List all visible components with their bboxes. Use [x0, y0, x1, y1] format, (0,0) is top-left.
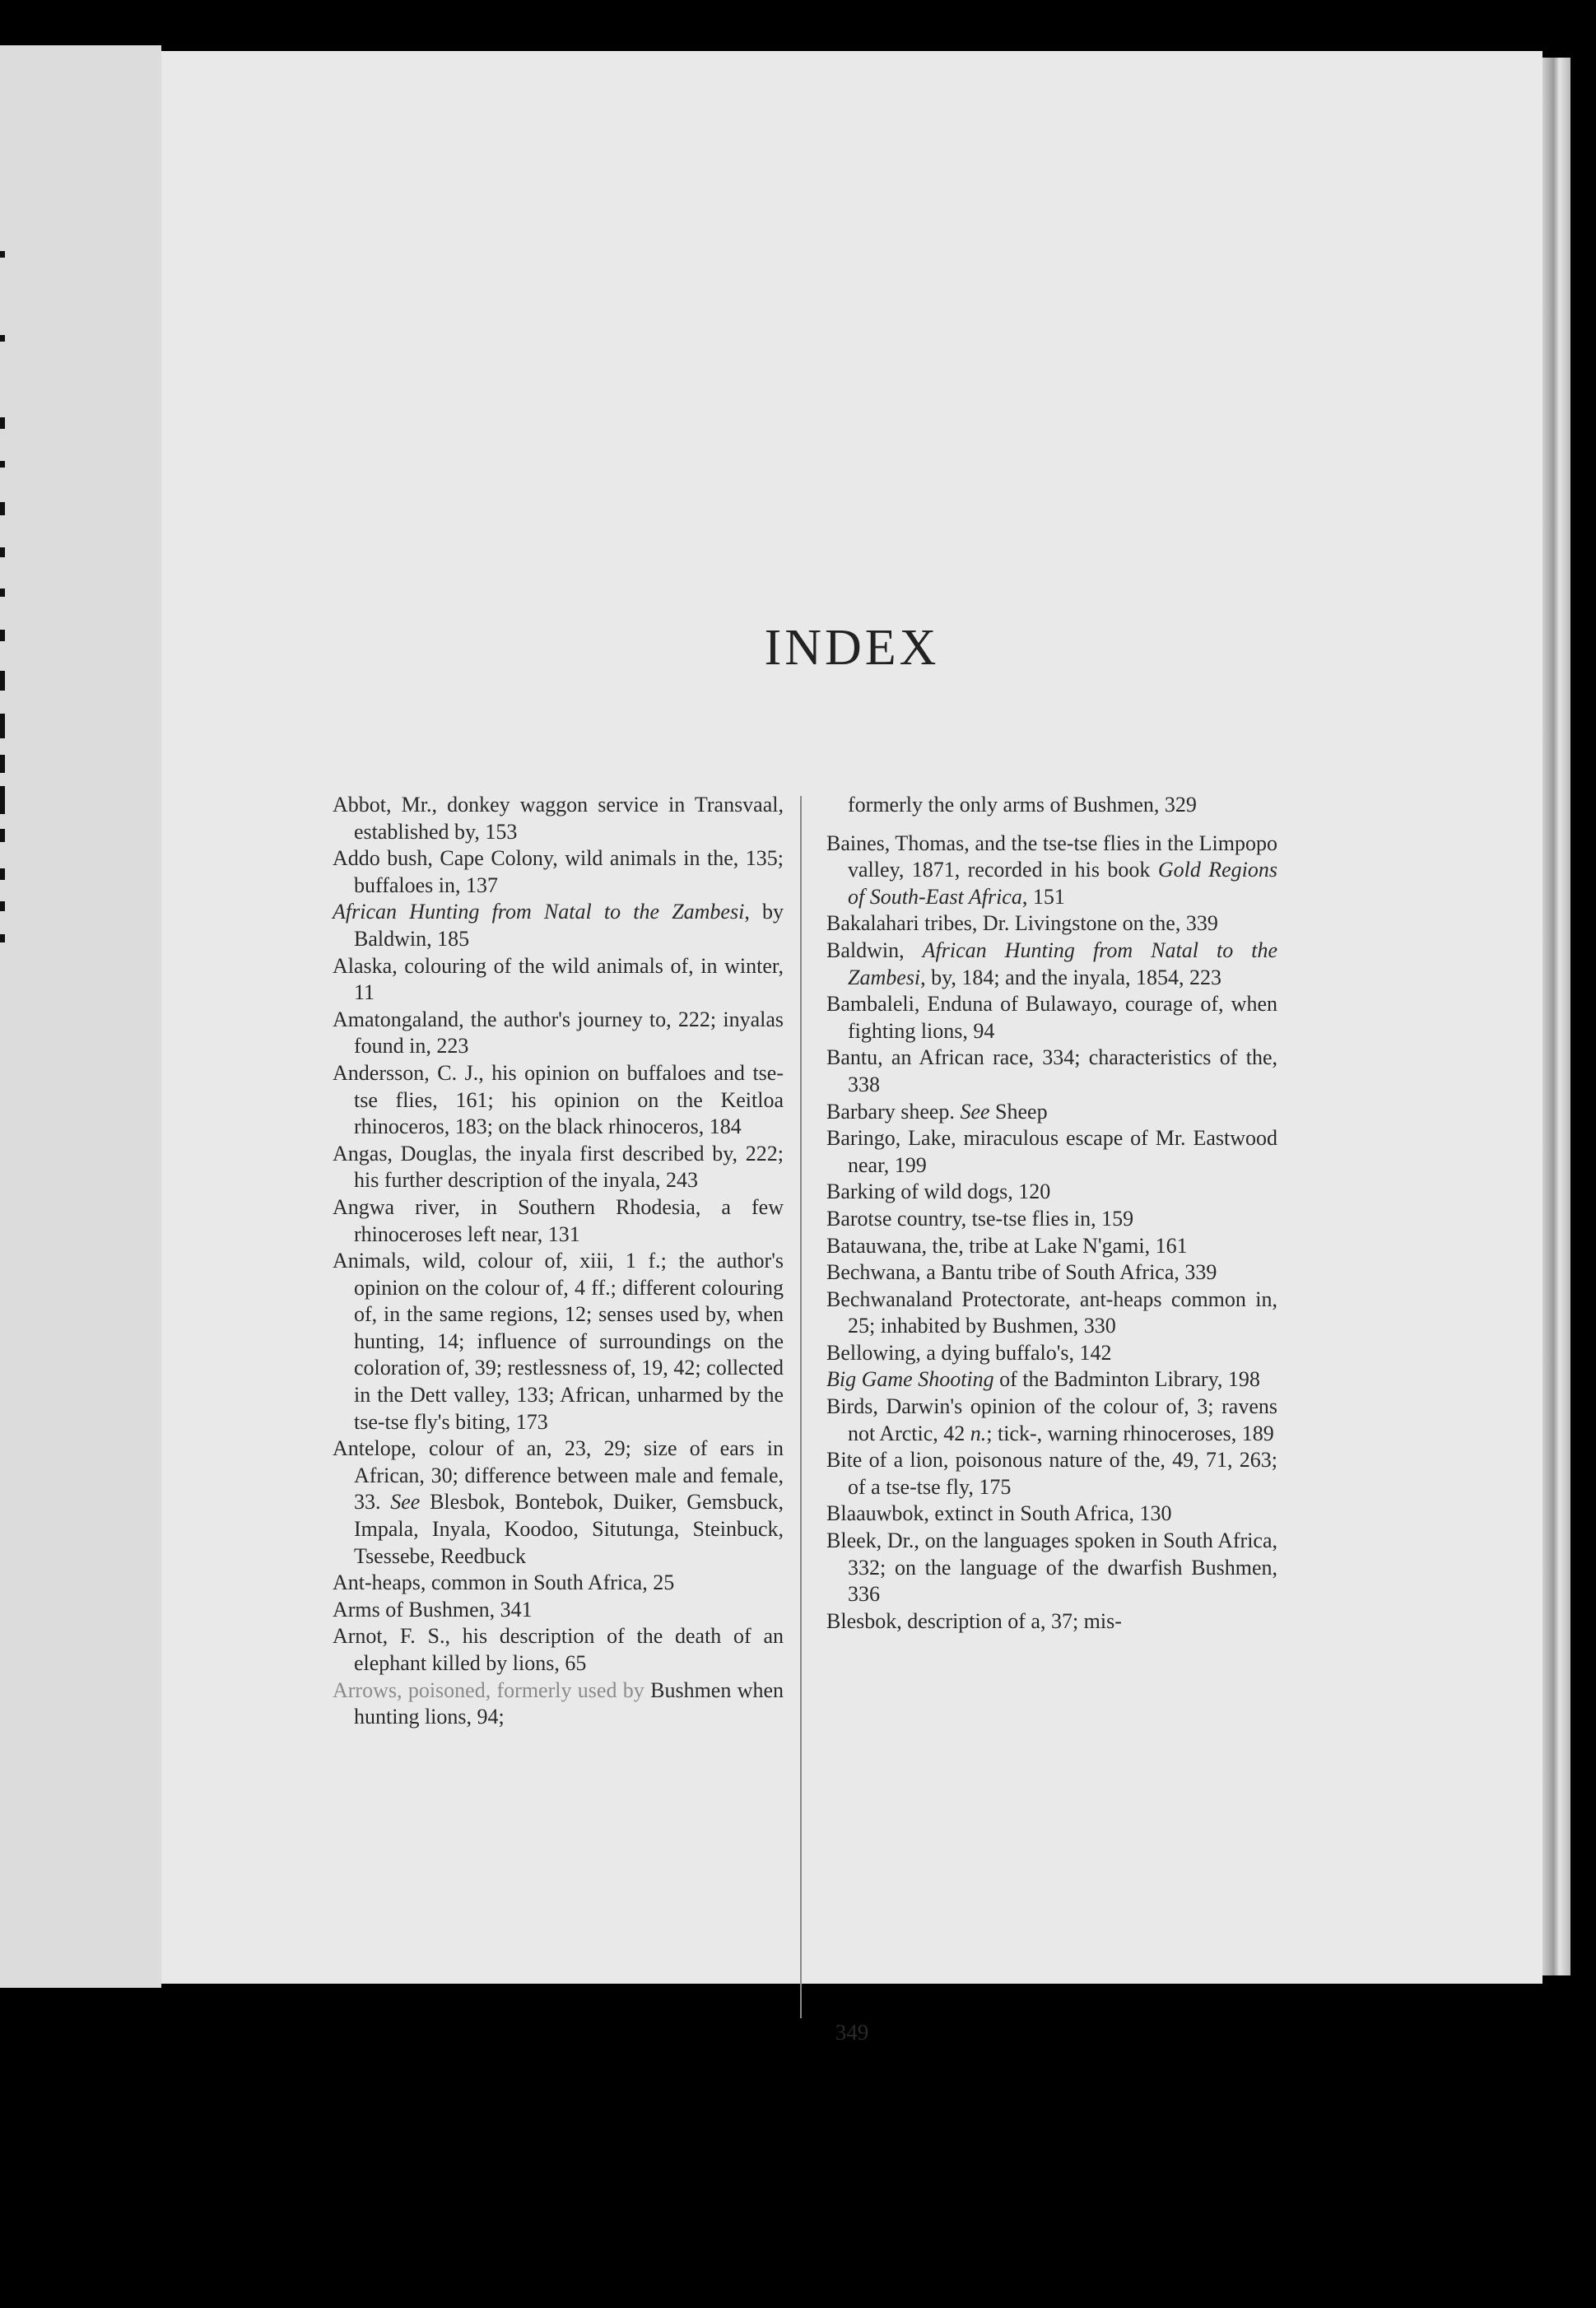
index-entry: Bite of a lion, poisonous nature of the, 49, 71, 263; of a tse-tse fly, 175	[826, 1448, 1277, 1499]
facing-page-mark	[0, 786, 5, 814]
index-entry: Alaska, colouring of the wild animals of, in winter, 11	[333, 953, 784, 1005]
index-entry: Antelope, colour of an, 23, 29; size of ears in African, 30; difference between male and female, 33. See Blesbok, Bontebok, Duiker, Gemsbuck, Impala, Inyala, Koodoo, Situtunga, Steinbuck, Tsessebe, Reedbuck	[333, 1436, 784, 1568]
facing-page-mark	[0, 901, 5, 911]
facing-page-mark	[0, 547, 5, 557]
index-entry: Blesbok, description of a, 37; mis-	[826, 1608, 1122, 1633]
facing-page-mark	[0, 829, 5, 842]
index-entry: Arnot, F. S., his description of the death of an elephant killed by lions, 65	[333, 1624, 784, 1675]
index-entry: Angas, Douglas, the inyala first described by, 222; his further description of the inyala, 243	[333, 1141, 784, 1193]
index-entry: Andersson, C. J., his opinion on buffaloes and tse-tse flies, 161; his opinion on the Keitloa rhinoceros, 183; on the black rhinoceros, 184	[333, 1060, 784, 1139]
facing-page-mark	[0, 251, 5, 258]
index-entry: Arms of Bushmen, 341	[333, 1597, 533, 1622]
index-entry: Bakalahari tribes, Dr. Livingstone on the, 339	[826, 911, 1218, 936]
index-entry: Bleek, Dr., on the languages spoken in South Africa, 332; on the language of the dwarfish Bushmen, 336	[826, 1529, 1277, 1607]
index-entry: Animals, wild, colour of, xiii, 1 f.; the author's opinion on the colour of, 4 ff.; different colouring of, in the same regions, 12; senses used by, when hunting, 14; influence of surroundings on the coloration of, 39; restlessness of, 19, 42; collected in the Dett valley, 133; African, unharmed by the tse-tse fly's biting, 173	[333, 1249, 784, 1434]
index-entry: Ant-heaps, common in South Africa, 25	[333, 1570, 675, 1595]
facing-page-mark	[0, 502, 5, 515]
index-entry: Blaauwbok, extinct in South Africa, 130	[826, 1501, 1172, 1526]
index-entry: Bambaleli, Enduna of Bulawayo, courage of, when fighting lions, 94	[826, 992, 1277, 1043]
facing-page-mark	[0, 714, 5, 738]
facing-page-mark	[0, 417, 5, 429]
index-entry: Baldwin, African Hunting from Natal to the Zambesi, by, 184; and the inyala, 1854, 223	[826, 938, 1278, 989]
index-entry: Barotse country, tse-tse flies in, 159	[826, 1206, 1134, 1231]
facing-page-mark	[0, 868, 5, 880]
index-entry: Baines, Thomas, and the tse-tse flies in the Limpopo valley, 1871, recorded in his book Gold Regions of South-East Africa, 151	[826, 831, 1278, 909]
index-entry: Big Game Shooting of the Badminton Library, 198	[826, 1367, 1260, 1392]
book-page	[161, 51, 1542, 2045]
facing-page-mark	[0, 630, 5, 641]
index-entry: Barbary sheep. See Sheep	[826, 1099, 1048, 1124]
index-entry: Angwa river, in Southern Rhodesia, a few rhinoceroses left near, 131	[333, 1194, 784, 1246]
page-number: 349	[835, 2020, 869, 2045]
index-column-left	[333, 792, 784, 1731]
facing-page-mark	[0, 461, 5, 468]
index-entry: Addo bush, Cape Colony, wild animals in the, 135; buffaloes in, 137	[333, 846, 784, 897]
facing-page-edge	[0, 45, 161, 1988]
index-entry: Bellowing, a dying buffalo's, 142	[826, 1340, 1112, 1365]
page-fore-edge	[1542, 58, 1570, 1975]
facing-page-mark	[0, 335, 5, 342]
facing-page-mark	[0, 671, 5, 691]
facing-page-mark	[0, 589, 5, 597]
index-entry: Arrows, poisoned, formerly used by Bushmen when hunting lions, 94;	[333, 1677, 784, 1729]
index-entry: Batauwana, the, tribe at Lake N'gami, 161	[826, 1233, 1188, 1258]
index-entry: Baringo, Lake, miraculous escape of Mr. Eastwood near, 199	[826, 1126, 1277, 1177]
index-entry: Bechwana, a Bantu tribe of South Africa, 339	[826, 1260, 1217, 1285]
page-title: INDEX	[764, 620, 940, 676]
index-entry: Bechwanaland Protectorate, ant-heaps common in, 25; inhabited by Bushmen, 330	[826, 1287, 1277, 1338]
index-column-right	[826, 792, 1277, 1635]
index-entry: Amatongaland, the author's journey to, 222; inyalas found in, 223	[333, 1007, 784, 1059]
index-entry: Abbot, Mr., donkey waggon service in Transvaal, established by, 153	[333, 793, 784, 844]
column-divider	[800, 796, 802, 2018]
index-entry: Barking of wild dogs, 120	[826, 1180, 1051, 1204]
index-entry-continuation: formerly the only arms of Bushmen, 329	[848, 793, 1197, 817]
index-entry: Birds, Darwin's opinion of the colour of, 3; ravens not Arctic, 42 n.; tick-, warning rhinoceroses, 189	[826, 1394, 1277, 1445]
facing-page-mark	[0, 755, 5, 773]
index-entry: Bantu, an African race, 334; characteristics of the, 338	[826, 1045, 1277, 1096]
facing-page-mark	[0, 934, 5, 942]
index-entry: African Hunting from Natal to the Zambesi, by Baldwin, 185	[333, 900, 784, 951]
